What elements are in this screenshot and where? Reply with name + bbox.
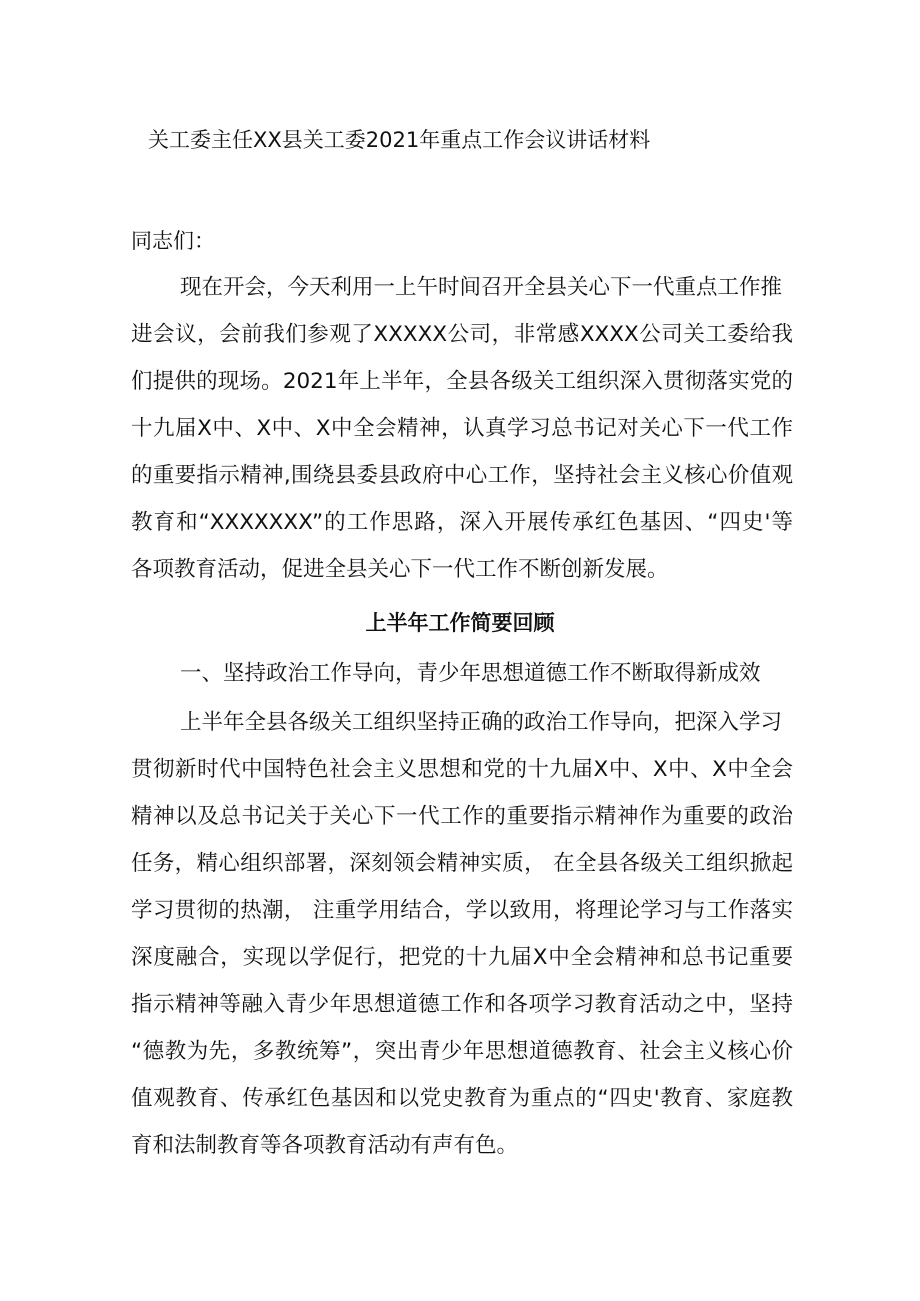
paragraph-line: 贯彻新时代中国特色社会主义思想和党的十九届X中、X中、X中全会 xyxy=(131,757,793,782)
document-title: 关工委主任XX县关工委2021年重点工作会议讲话材料 xyxy=(148,128,651,152)
paragraph-line: 各项教育活动，促进全县关心下一代工作不断创新发展。 xyxy=(131,557,669,582)
paragraph-line: 现在开会，今天利用一上午时间召开全县关心下一代重点工作推 xyxy=(180,275,783,300)
paragraph-line: 值观教育、传承红色基因和以党史教育为重点的“四史'教育、家庭教 xyxy=(131,1086,793,1111)
section-heading: 上半年工作简要回顾 xyxy=(365,611,555,635)
paragraph-line: 任务，精心组织部署，深刻领会精神实质， 在全县各级关工组织掀起 xyxy=(131,851,793,876)
paragraph-line: 教育和“XXXXXXX”的工作思路，深入开展传承红色基因、“四史'等 xyxy=(131,510,793,535)
paragraph-line: 精神以及总书记关于关心下一代工作的重要指示精神作为重要的政治 xyxy=(131,804,793,829)
paragraph-line: 的重要指示精神,围绕县委县政府中心工作，坚持社会主义核心价值观 xyxy=(131,463,793,488)
paragraph-line: 学习贯彻的热潮， 注重学用结合，学以致用，将理论学习与工作落实 xyxy=(131,898,793,923)
paragraph-line: 上半年全县各级关工组织坚持正确的政治工作导向，把深入学习 xyxy=(180,710,783,735)
salutation: 同志们： xyxy=(131,229,215,253)
paragraph-line: 们提供的现场。2021年上半年，全县各级关工组织深入贯彻落实党的 xyxy=(131,369,793,394)
paragraph-line: 指示精神等融入青少年思想道德工作和各项学习教育活动之中，坚持 xyxy=(131,992,793,1017)
paragraph-line: 进会议，会前我们参观了XXXXX公司，非常感XXXX公司关工委给我 xyxy=(131,322,793,347)
paragraph-line: 十九届X中、X中、X中全会精神，认真学习总书记对关心下一代工作 xyxy=(131,416,793,441)
subsection-heading: 一、坚持政治工作导向，青少年思想道德工作不断取得新成效 xyxy=(180,661,761,686)
paragraph-line: 育和法制教育等各项教育活动有声有色。 xyxy=(131,1133,519,1158)
paragraph-line: 深度融合，实现以学促行，把党的十九届X中全会精神和总书记重要 xyxy=(131,945,793,970)
paragraph-line: “德教为先，多教统筹”，突出青少年思想道德教育、社会主义核心价 xyxy=(131,1039,793,1064)
